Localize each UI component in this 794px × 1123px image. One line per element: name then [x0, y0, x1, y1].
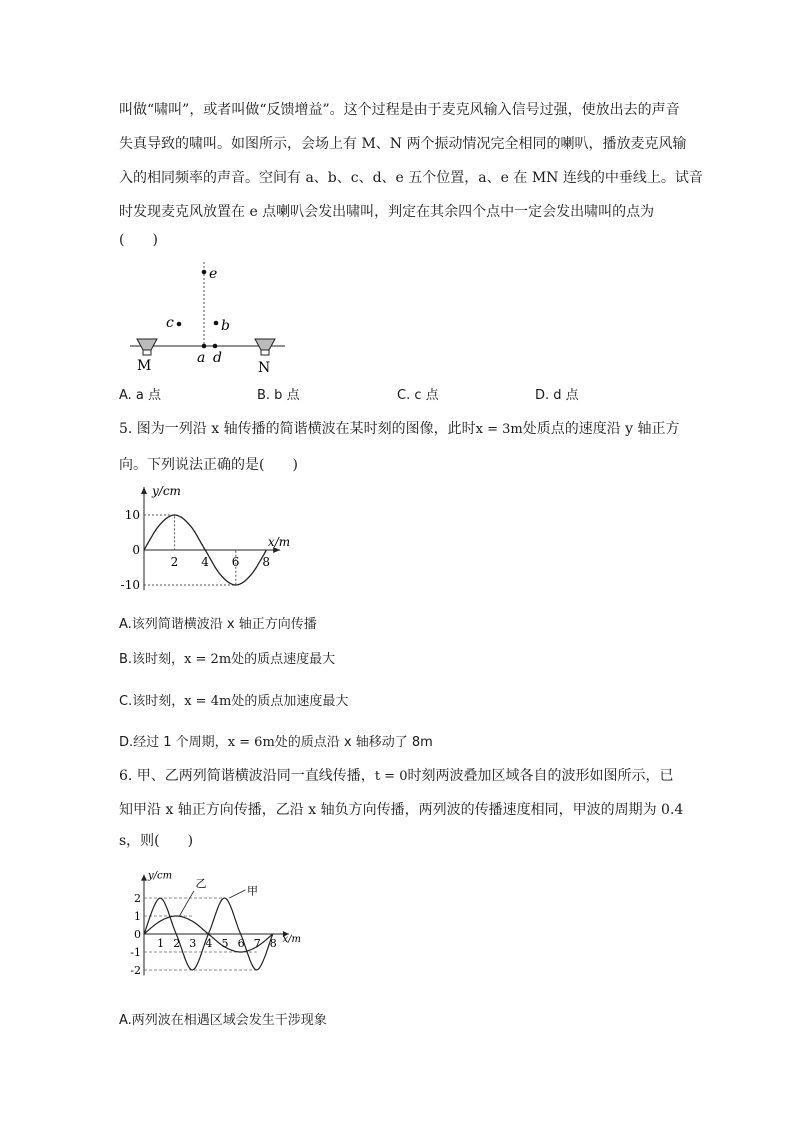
y-tick-label: 0 — [134, 928, 141, 941]
q5-option-c-eq: x = 4m — [184, 694, 232, 709]
x-tick-label: 4 — [205, 937, 213, 950]
q6-line-1 — [119, 767, 679, 786]
label-a: a — [197, 350, 206, 366]
q5-option-c-post: 处的质点加速度最大 — [231, 694, 349, 709]
x-axis-label: x/m — [282, 934, 301, 945]
y-axis-arrow — [141, 875, 147, 881]
q4-option-d[interactable]: D. d 点 — [535, 388, 579, 403]
x-tick-label: 2 — [173, 937, 181, 950]
q6-line-1-post: 时刻两波叠加区域各自的波形如图所示，已 — [407, 768, 674, 784]
q6-line-3: s，则( ) — [119, 833, 194, 849]
q6-line-1-pre: 6. 甲、乙两列简谐横波沿同一直线传播， — [119, 768, 375, 784]
x-tick-label: 5 — [221, 937, 229, 950]
y-tick-label: 2 — [134, 892, 141, 905]
y-axis-arrow — [141, 487, 147, 494]
q5-line-1-post: 处质点的速度沿 y 轴正方 — [522, 421, 680, 437]
point-c — [177, 322, 182, 327]
q5-option-b-pre: B.该时刻， — [119, 652, 185, 667]
y-tick-label: 1 — [134, 910, 141, 923]
q5-line-1-eq: x = 3m — [475, 422, 523, 437]
speaker-n-icon — [255, 339, 275, 355]
speaker-m-icon — [137, 339, 157, 355]
q6-line-1-eq: t = 0 — [374, 769, 408, 784]
x-tick-label: 7 — [253, 937, 261, 950]
q5-option-d-post: 处的质点沿 x 轴移动了 8m — [274, 735, 433, 750]
q5-option-b-post: 处的质点速度最大 — [231, 652, 336, 667]
q5-option-d-pre: D.经过 1 个周期， — [119, 735, 228, 750]
x-tick-label: 6 — [231, 555, 240, 569]
x-axis-label: x/m — [267, 535, 291, 549]
point-e — [202, 270, 207, 275]
label-n: N — [258, 360, 271, 376]
jia-leader — [229, 890, 245, 898]
q5-wave-chart — [120, 480, 298, 605]
label-c: c — [166, 315, 174, 331]
q5-line-1-pre: 5. 图为一列沿 x 轴传播的简谐横波在某时刻的图像，此时 — [119, 421, 476, 437]
x-tick-label: 4 — [201, 555, 209, 569]
q4-line-3: 入的相同频率的声音。空间有 a、b、c、d、e 五个位置，a、e 在 MN 连线的中垂线上。试音 — [119, 170, 703, 186]
q4-line-5: ( ) — [119, 232, 158, 248]
q5-option-d-eq: x = 6m — [227, 735, 275, 750]
label-b: b — [221, 318, 230, 334]
label-e: e — [209, 266, 218, 282]
label-m: M — [137, 358, 152, 374]
y-tick-label: -1 — [130, 946, 141, 959]
q4-option-c[interactable]: C. c 点 — [397, 388, 439, 403]
y-axis-label: y/cm — [152, 484, 181, 498]
x-tick-label: 8 — [269, 937, 277, 950]
q4-option-b[interactable]: B. b 点 — [257, 388, 300, 403]
q4-line-1: 叫做“啸叫”，或者叫做“反馈增益”。这个过程是由于麦克风输入信号过强，使放出去的声音 — [119, 102, 680, 118]
q5-option-b-eq: x = 2m — [184, 652, 232, 667]
q6-option-a[interactable]: A.两列波在相遇区域会发生干涉现象 — [119, 1013, 327, 1028]
y-axis-label: y/cm — [148, 870, 173, 882]
q5-option-b[interactable] — [119, 648, 335, 667]
q5-option-a[interactable]: A.该列简谐横波沿 x 轴正方向传播 — [119, 617, 317, 632]
q5-option-c[interactable] — [119, 690, 348, 709]
trough-guide — [144, 550, 236, 585]
q6-line-2: 知甲沿 x 轴正方向传播，乙沿 x 轴负方向传播，两列波的传播速度相同，甲波的周期为 0.4 — [119, 802, 684, 818]
q5-option-d[interactable] — [119, 731, 433, 750]
q4-line-2: 失真导致的啸叫。如图所示，会场上有 M、N 两个振动情况完全相同的喇叭，播放麦克风输 — [119, 136, 687, 152]
x-tick-label: 3 — [189, 937, 197, 950]
point-b — [214, 321, 219, 326]
y-tick-label: -2 — [130, 964, 141, 977]
q6-wave-chart — [128, 868, 318, 978]
y-tick-label: 10 — [124, 508, 140, 522]
y-tick-label: -10 — [120, 578, 140, 592]
yi-leader — [179, 891, 193, 916]
series-label-yi: 乙 — [195, 877, 207, 891]
x-tick-label: 8 — [262, 555, 271, 569]
x-tick-label: 1 — [157, 937, 165, 950]
q4-line-4: 时发现麦克风放置在 e 点喇叭会发出啸叫，判定在其余四个点中一定会发出啸叫的点为 — [119, 204, 655, 220]
series-label-jia: 甲 — [247, 884, 259, 898]
q5-line-2: 向。下列说法正确的是( ) — [119, 457, 298, 473]
q4-option-a[interactable]: A. a 点 — [119, 388, 162, 403]
label-d: d — [213, 350, 222, 366]
point-a — [202, 344, 207, 349]
y-tick-label: 0 — [132, 543, 140, 557]
q5-option-c-pre: C.该时刻， — [119, 694, 185, 709]
point-d — [213, 344, 218, 349]
peak-guide — [144, 515, 175, 550]
x-tick-label: 2 — [170, 555, 179, 569]
q5-line-1 — [119, 420, 679, 439]
x-tick-label: 6 — [237, 937, 245, 950]
